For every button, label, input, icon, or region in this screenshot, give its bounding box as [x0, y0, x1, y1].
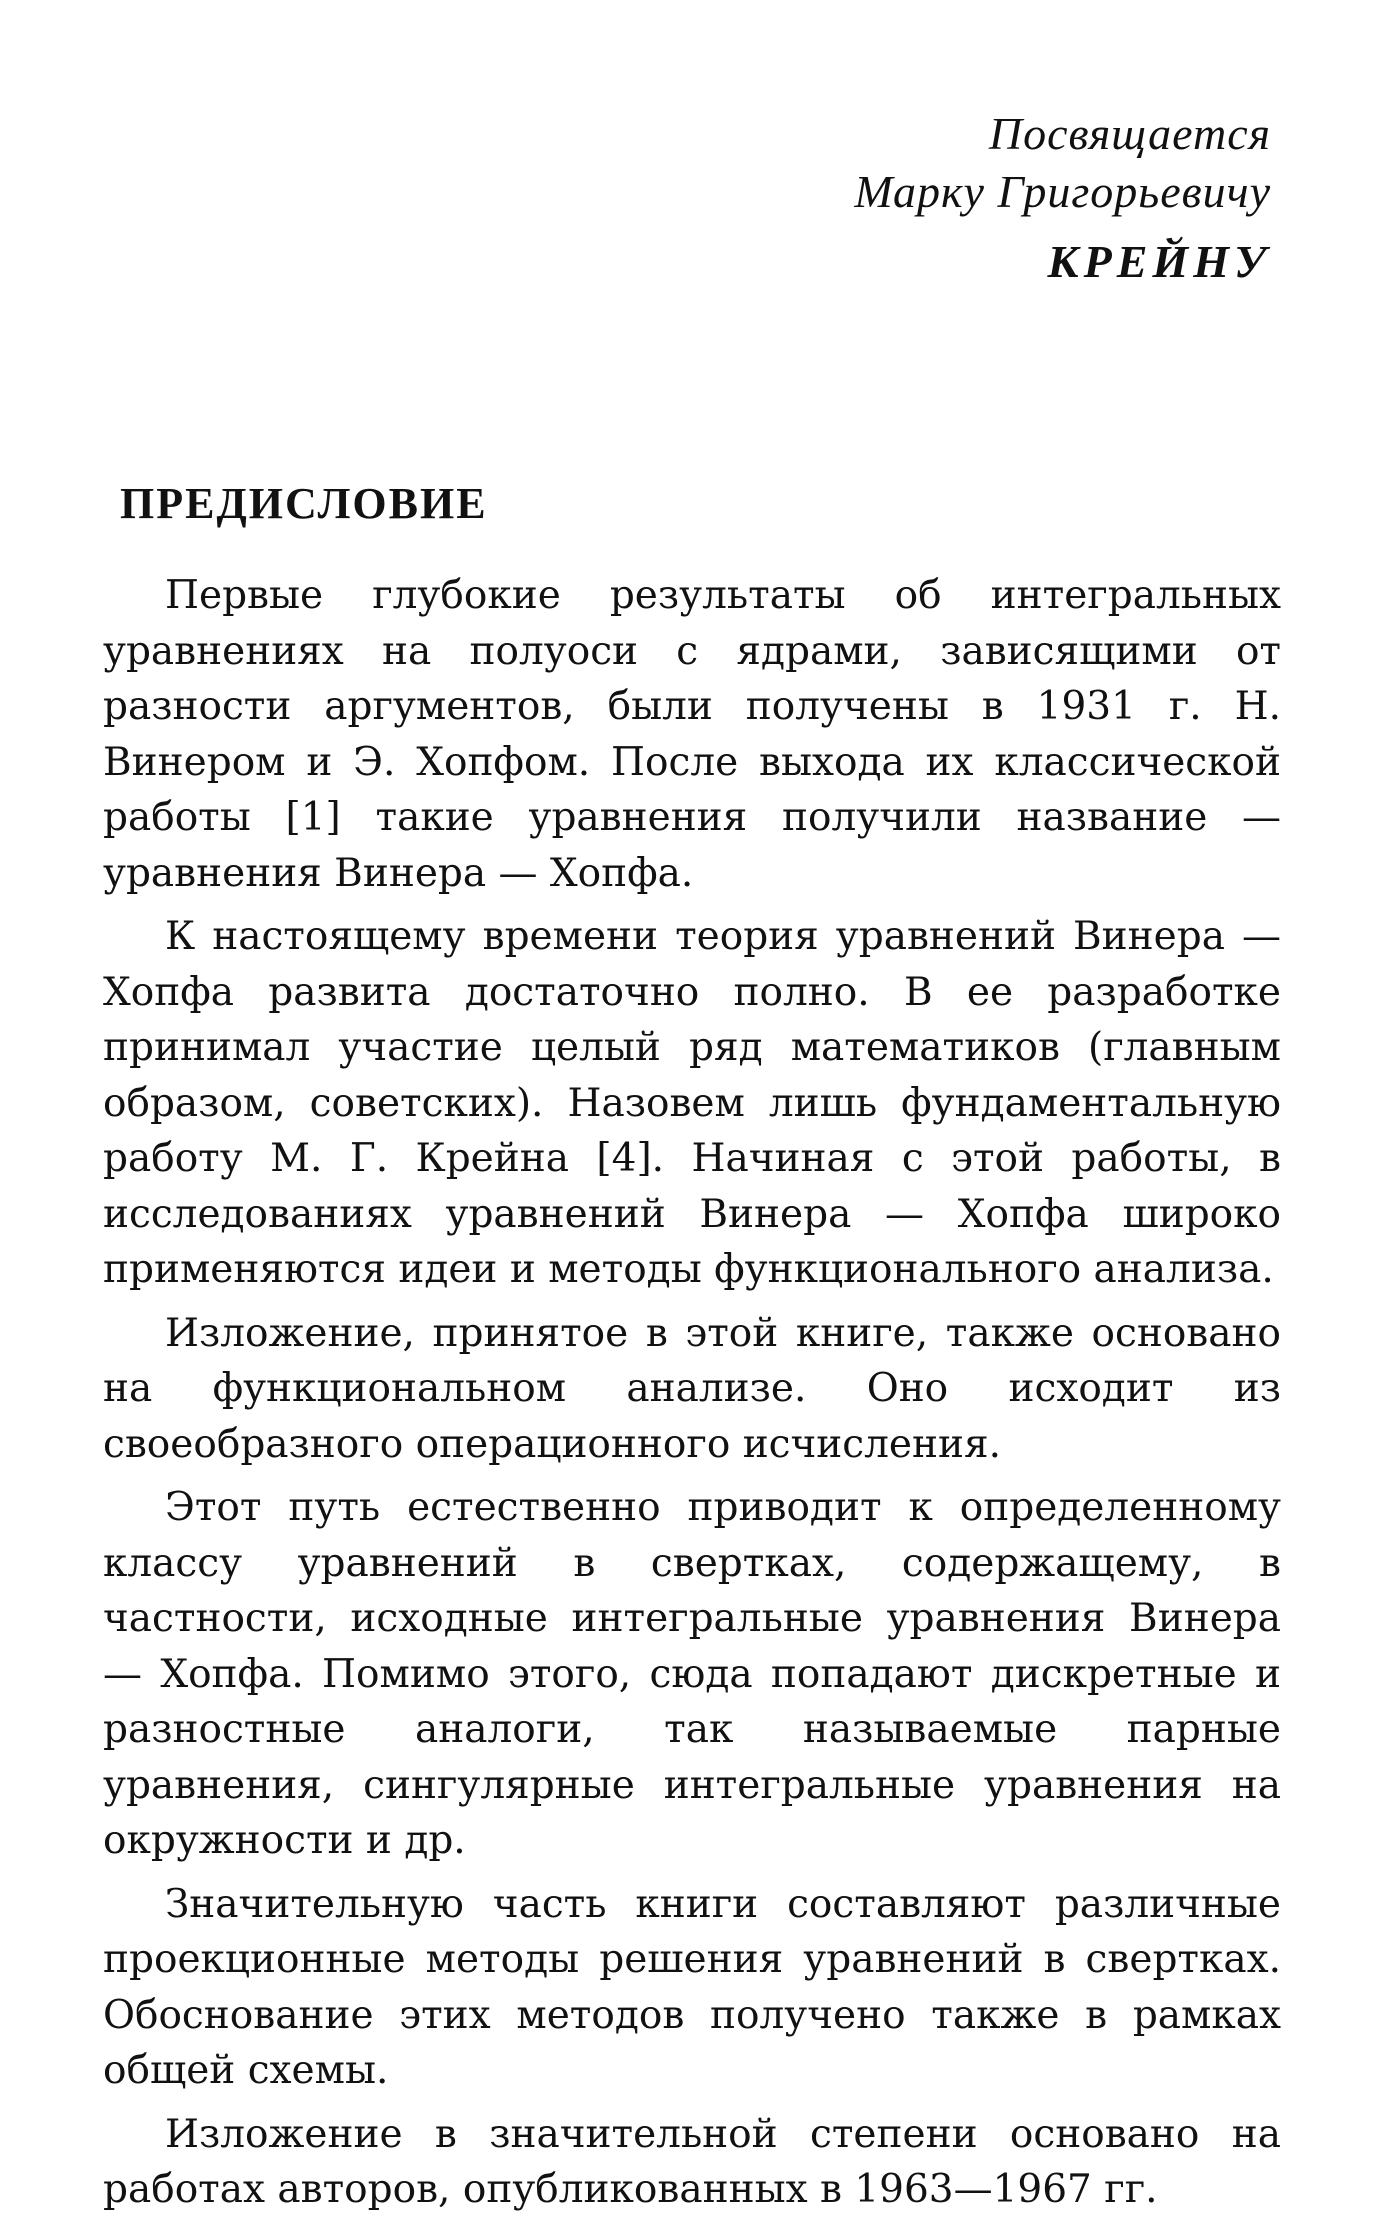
dedication-line-1: Посвящается — [988, 108, 1271, 159]
paragraph-1: Первые глубокие результаты об интегральных уравнениях на полуоси с ядрами, зависящими от разности аргументов, были получены в 1931 г. Н. Винером и Э. Хопфом. После выхода их классической работы [1] такие уравнения получили название — уравнения Винера — Хопфа. — [103, 573, 1281, 896]
paragraph-2: К настоящему времени теория уравнений Винера — Хопфа развита достаточно полно. В ее разработке принимал участие целый ряд математиков (главным образом, советских). Назовем лишь фундаментальную работу М. Г. Крейна [4]. Начиная с этой работы, в исследованиях уравнений Винера — Хопфа широко применяются идеи и методы функционального анализа. — [103, 914, 1281, 1292]
paragraph-5: Значительную часть книги составляют различные проекционные методы решения уравнений в свертках. Обоснование этих методов получено также в рамках общей схемы. — [103, 1881, 1281, 2093]
paragraph-6: Изложение в значительной степени основано на работах авторов, опубликованных в 1963—1967 гг. — [103, 2111, 1281, 2212]
paragraph-4: Этот путь естественно приводит к определенному классу уравнений в свертках, содержащему, в частности, исходные интегральные уравнения Винера — Хопфа. Помимо этого, сюда попадают дискретные и разностные аналоги, так называемые парные уравнения, сингулярные интегральные уравнения на окружности и др. — [103, 1485, 1281, 1863]
paragraph-3: Изложение, принятое в этой книге, также основано на функциональном анализе. Оно исходит из своеобразного операционного исчисления. — [103, 1310, 1281, 1467]
dedication-line-2: Марку Григорьевичу — [854, 166, 1271, 217]
preface-heading: ПРЕДИСЛОВИЕ — [120, 479, 488, 528]
preface-body — [103, 568, 1281, 2226]
dedication-name: КРЕЙНУ — [1047, 236, 1271, 287]
dedication — [854, 105, 1271, 291]
